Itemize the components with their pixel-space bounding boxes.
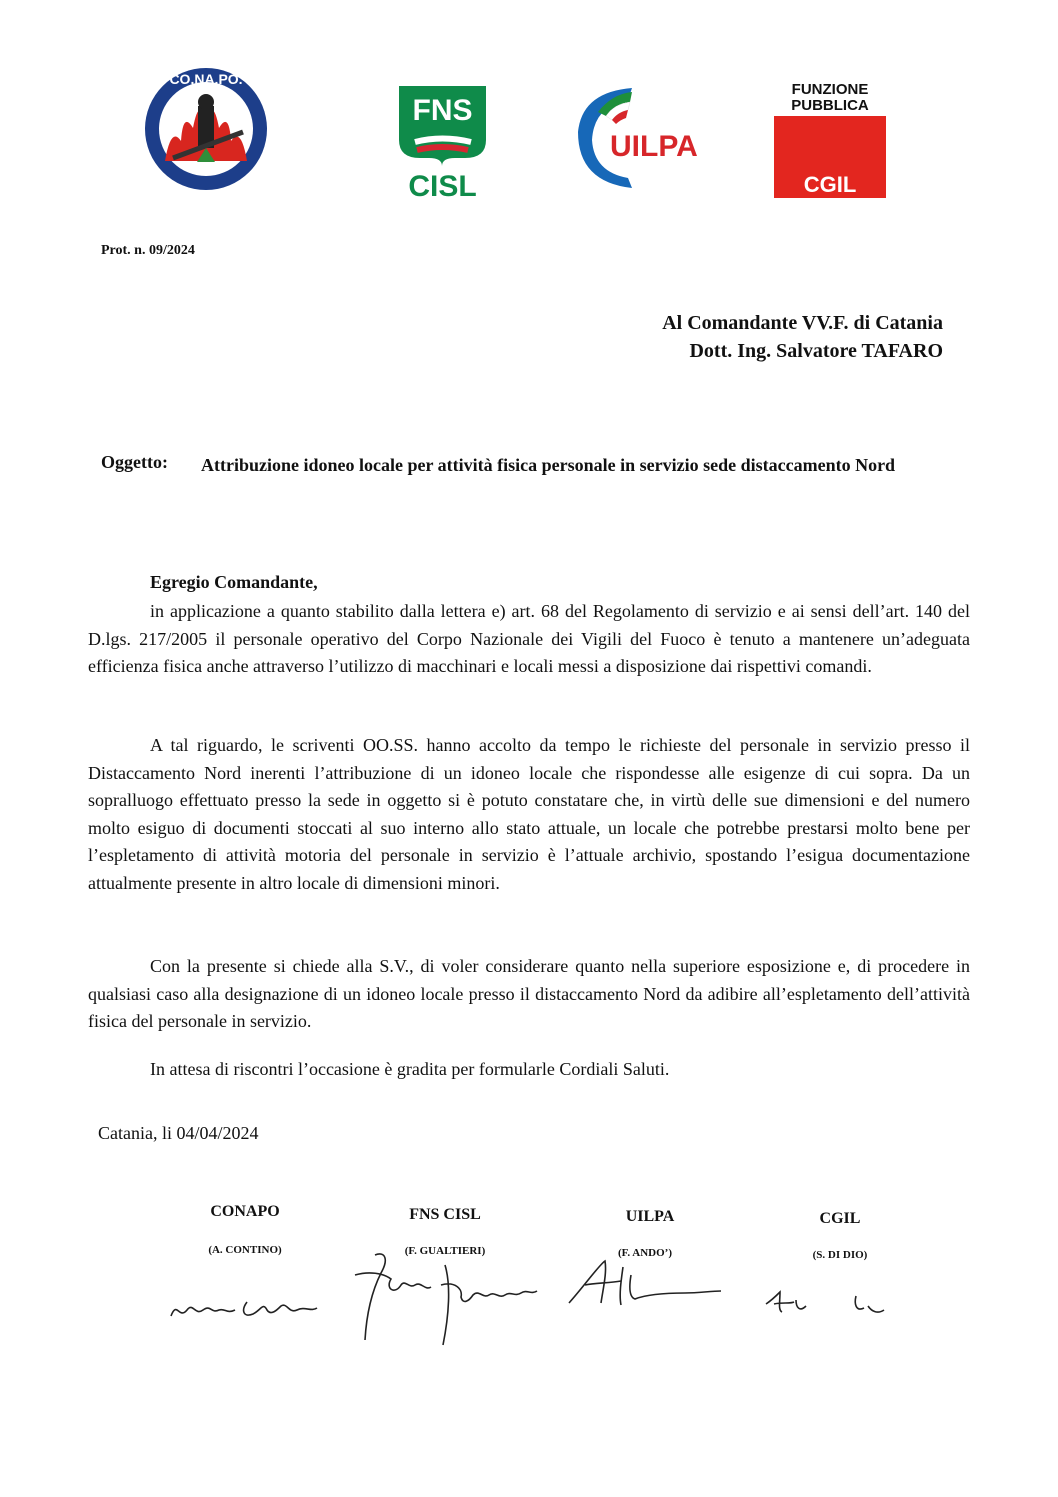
paragraph-1: in applicazione a quanto stabilito dalla lettera e) art. 68 del Regolamento di servizio e ai sensi dell’art. 140 del D.lgs. 217/2005 il personale operativo del Corpo Nazionale dei Vigili del Fuoco è tenuto a mantenere un’adeguata efficienza fisica anche attraverso l’utilizzo di macchinari e locali messi a disposizione dai rispettivi comandi. [88,601,970,676]
uilpa-logo [568,82,716,192]
closing-line: In attesa di riscontri l’occasione è gradita per formularle Cordiali Saluti. [150,1059,670,1079]
svg-text:CO.NA.PO.: CO.NA.PO. [169,71,243,87]
recipient-line-2: Dott. Ing. Salvatore TAFARO [689,340,943,362]
fns-cisl-logo [395,80,490,200]
signatory-org-conapo: CONAPO [210,1203,280,1220]
svg-text:PUBBLICA: PUBBLICA [791,97,869,114]
signatory-org-cgil: CGIL [819,1210,861,1227]
signatory-name-cgil: (S. DI DIO) [812,1249,868,1261]
signatory-name-uilpa: (F. ANDO’) [618,1247,672,1259]
svg-text:CGIL: CGIL [803,172,857,197]
signature-fns-cisl [345,1245,545,1355]
protocol-number: Prot. n. 09/2024 [101,243,195,258]
signature-conapo [165,1280,325,1330]
place-date: Catania, li 04/04/2024 [98,1123,259,1143]
subject-text: Attribuzione idoneo locale per attività fisica personale in servizio sede distaccamento Nord [201,455,896,475]
signatory-org-uilpa: UILPA [625,1208,675,1225]
svg-text:FUNZIONE: FUNZIONE [791,81,869,98]
signatory-org-fns-cisl: FNS CISL [409,1206,481,1223]
subject-label: Oggetto: [101,452,168,472]
signature-uilpa [565,1255,725,1315]
svg-text:FNS: FNS [412,94,473,127]
svg-text:CISL: CISL [408,170,477,200]
signatory-name-fns-cisl: (F. GUALTIERI) [404,1245,486,1257]
signature-cgil [760,1282,890,1327]
svg-text:UILPA: UILPA [610,130,698,163]
paragraph-3: Con la presente si chiede alla S.V., di voler considerare quanto nella superiore esposizione e, di procedere in qualsiasi caso alla designazione di un idoneo locale presso il distaccamento Nord da adibire all’espletamento dell’attività fisica del personale in servizio. [88,956,970,1031]
paragraph-2: A tal riguardo, le scriventi OO.SS. hanno accolto da tempo le richieste del personale in servizio presso il Distaccamento Nord inerenti l’attribuzione di un idoneo locale che rispondesse alle esigenze di cui sopra. Da un sopralluogo effettuato presso la sede in oggetto si è potuto constatare che, in virtù delle sue dimensioni e del numero molto esiguo di documenti stoccati al suo interno allo stato attuale, un locale che potrebbe prestarsi molto bene per l’espletamento di attività motoria del personale in servizio è l’attuale archivio, spostando l’esigua documentazione attualmente presente in altro locale di dimensioni minori. [88,735,970,893]
signatory-name-conapo: (A. CONTINO) [208,1244,282,1256]
fp-cgil-logo [772,80,888,200]
conapo-logo [143,66,269,192]
greeting: Egregio Comandante, [150,572,318,592]
recipient-line-1: Al Comandante VV.F. di Catania [662,312,943,334]
